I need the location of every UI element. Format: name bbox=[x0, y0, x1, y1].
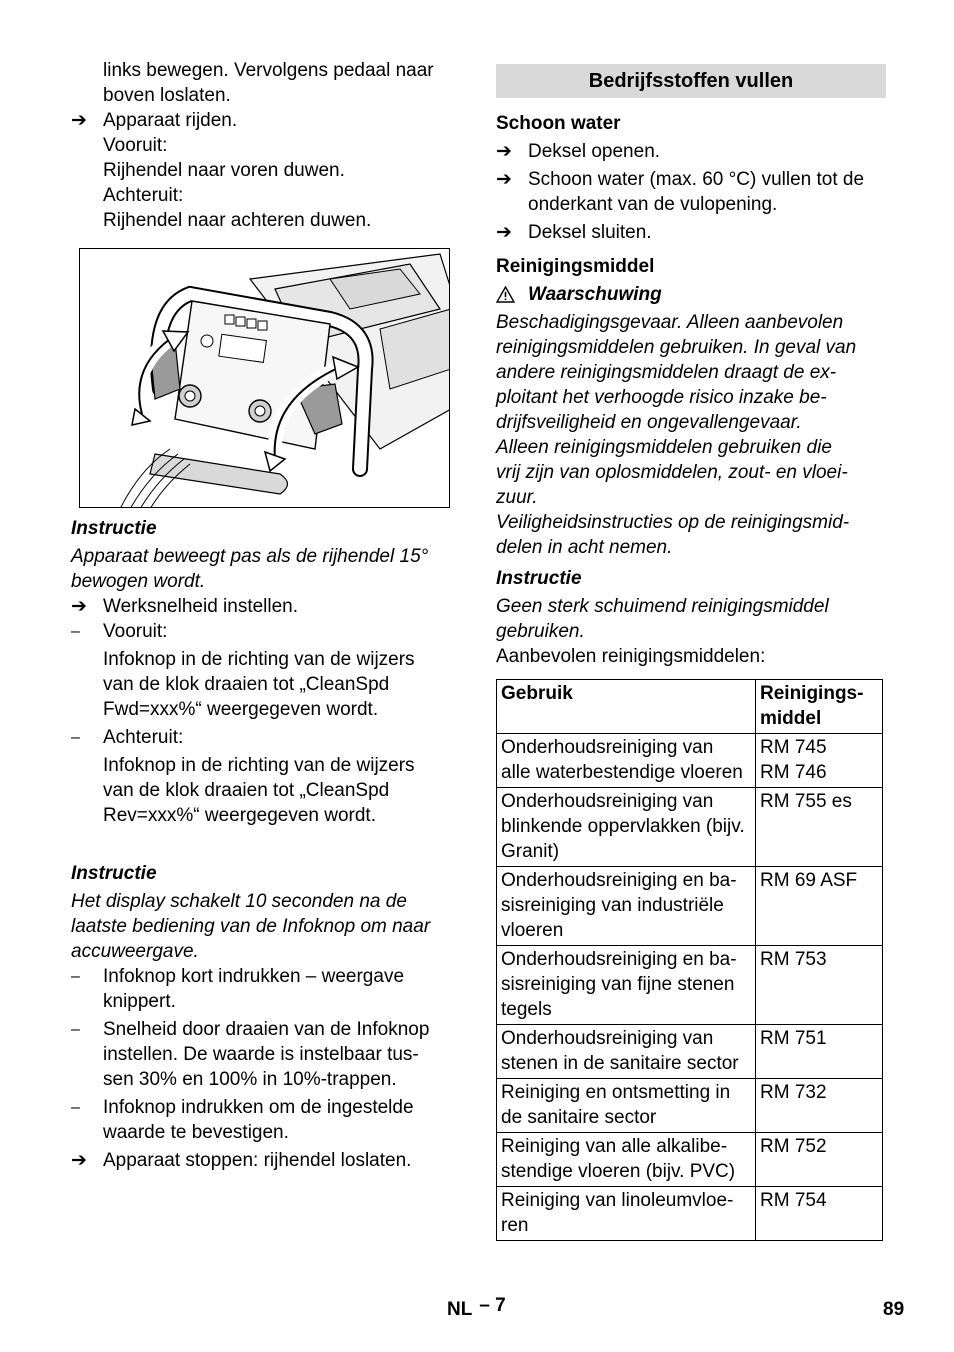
paragraph-intro: links bewegen. Vervolgens pedaal naar boven loslaten. bbox=[103, 60, 434, 106]
note-title: Instructie bbox=[71, 518, 157, 539]
control-panel-illustration bbox=[79, 248, 450, 508]
step-item: ➔ Deksel sluiten. bbox=[496, 222, 652, 243]
section-title: Bedrijfsstoffen vullen bbox=[496, 64, 886, 98]
left-column bbox=[71, 58, 456, 233]
table-row: Onderhoudsreiniging en ba- sisreiniging van industriële vloeren RM 69 ASF bbox=[497, 867, 883, 946]
dash-bullet: – bbox=[71, 1099, 80, 1116]
footer-language: NL – 7 bbox=[447, 1295, 506, 1320]
note-title: Instructie bbox=[496, 568, 582, 589]
note-text: Apparaat beweegt pas als de rijhendel 15° bewogen wordt. bbox=[71, 546, 429, 592]
table-header-row bbox=[497, 680, 883, 734]
arrow-right-icon: ➔ bbox=[71, 110, 87, 131]
table-row: Reiniging van alle alkalibe- stendige vloeren (bijv. PVC) RM 752 bbox=[497, 1133, 883, 1187]
subheading-water: Schoon water bbox=[496, 113, 621, 134]
warning-label: Waarschuwing bbox=[528, 284, 662, 305]
footer-section-page: – 7 bbox=[479, 1295, 506, 1316]
warning-heading bbox=[496, 282, 886, 307]
table-row: Onderhoudsreiniging van stenen in de sanitaire sector RM 751 bbox=[497, 1025, 883, 1079]
left-column-lower bbox=[71, 516, 456, 1173]
dash-bullet: – bbox=[71, 968, 80, 985]
arrow-right-icon: ➔ bbox=[496, 141, 512, 162]
list-item-reverse: – Achteruit: bbox=[71, 727, 184, 748]
arrow-right-icon: ➔ bbox=[496, 169, 512, 190]
list-item: – Snelheid door draaien van de Infoknop instellen. De waarde is instelbaar tus- sen 30% en 100% in 10%-trappen. bbox=[71, 1019, 430, 1090]
reverse-instructions: Infoknop in de richting van de wijzers van de klok draaien tot „CleanSpd Rev=xxx%“ weergegeven wordt. bbox=[103, 755, 415, 826]
detergent-table bbox=[496, 679, 883, 1241]
warning-triangle-icon bbox=[496, 285, 515, 310]
header-usage: Gebruik bbox=[497, 680, 756, 734]
dash-bullet: – bbox=[71, 729, 80, 746]
note-text: Geen sterk schuimend reinigingsmiddel gebruiken. bbox=[496, 596, 829, 642]
recommended-intro: Aanbevolen reinigingsmiddelen: bbox=[496, 646, 766, 667]
table-row: Reiniging en ontsmetting in de sanitaire sector RM 732 bbox=[497, 1079, 883, 1133]
list-item: – Infoknop indrukken om de ingestelde waarde te bevestigen. bbox=[71, 1097, 414, 1143]
step-drive: ➔ Apparaat rijden. Vooruit: Rijhendel naar voren duwen. Achteruit: Rijhendel naar achteren duwen. bbox=[71, 110, 372, 231]
arrow-right-icon: ➔ bbox=[71, 1150, 87, 1171]
subheading-detergent: Reinigingsmiddel bbox=[496, 256, 655, 277]
page-number: 89 bbox=[883, 1299, 905, 1320]
forward-instructions: Infoknop in de richting van de wijzers van de klok draaien tot „CleanSpd Fwd=xxx%“ weergegeven wordt. bbox=[103, 649, 415, 720]
table-row: Onderhoudsreiniging en ba- sisreiniging van fijne stenen tegels RM 753 bbox=[497, 946, 883, 1025]
dash-bullet: – bbox=[71, 623, 80, 640]
dash-bullet: – bbox=[71, 1021, 80, 1038]
note-title: Instructie bbox=[71, 863, 157, 884]
step-item: ➔ Schoon water (max. 60 °C) vullen tot de onderkant van de vulopening. bbox=[496, 169, 865, 215]
right-column bbox=[496, 64, 886, 1241]
step-speed: ➔ Werksnelheid instellen. bbox=[71, 596, 299, 617]
list-item-forward: – Vooruit: bbox=[71, 621, 168, 642]
arrow-right-icon: ➔ bbox=[496, 222, 512, 243]
warning-text: Beschadigingsgevaar. Alleen aanbevolen reinigingsmiddelen gebruiken. In geval van andere reinigingsmiddelen draagt de ex- ploitant het verhoogde risico inzake be- drijfsveiligheid en ongevallengevaar. Alleen reinigingsmiddelen gebruiken die vrij zijn van oplosmiddelen, zout- en vloei- zuur. Veiligheidsinstructies op de reinigingsmid- delen in acht nemen. bbox=[496, 312, 857, 558]
header-detergent: Reinigings- middel bbox=[756, 680, 883, 734]
arrow-right-icon: ➔ bbox=[71, 596, 87, 617]
step-item: ➔ Deksel openen. bbox=[496, 141, 661, 162]
table-row: Onderhoudsreiniging van blinkende oppervlakken (bijv. Granit) RM 755 es bbox=[497, 788, 883, 867]
step-stop: ➔ Apparaat stoppen: rijhendel loslaten. bbox=[71, 1150, 412, 1171]
list-item: – Infoknop kort indrukken – weergave knippert. bbox=[71, 966, 405, 1012]
table-row: Onderhoudsreiniging van alle waterbestendige vloeren RM 745 RM 746 bbox=[497, 734, 883, 788]
note-text: Het display schakelt 10 seconden na de laatste bediening van de Infoknop om naar accuweergave. bbox=[71, 891, 431, 962]
table-row: Reiniging van linoleumvloe- ren RM 754 bbox=[497, 1187, 883, 1241]
